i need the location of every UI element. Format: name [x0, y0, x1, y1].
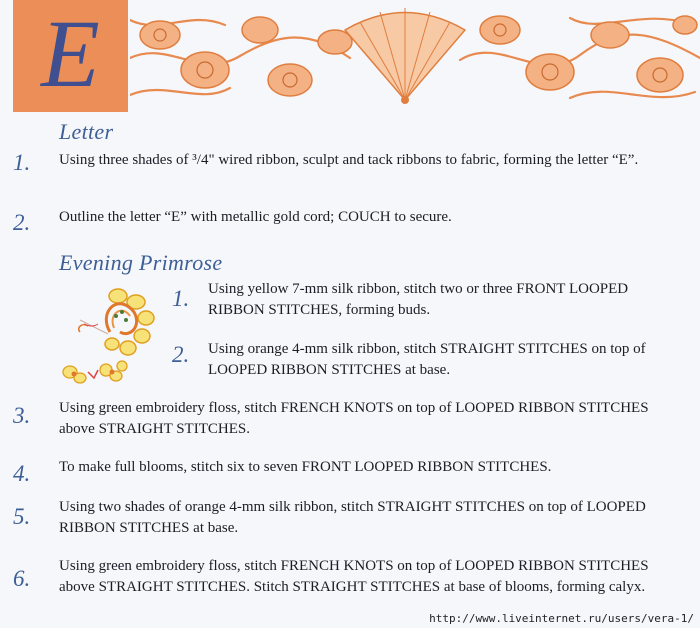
section-title-evening-primrose: Evening Primrose: [59, 250, 223, 275]
step-text: Using three shades of ³/4" wired ribbon, sculpt and tack ribbons to fabric, forming the letter “E”.: [59, 152, 639, 168]
step-number: 2.: [172, 342, 190, 367]
watermark-url: http://www.liveinternet.ru/users/vera-1/: [429, 612, 694, 625]
step-number: 5.: [13, 504, 31, 529]
step-number: 3.: [13, 403, 31, 428]
step-number: 1.: [13, 150, 31, 175]
chapter-letter-block: [13, 0, 128, 112]
step-number: 1.: [172, 286, 190, 311]
step-text: Using green embroidery floss, stitch FRENCH KNOTS on top of LOOPED RIBBON STITCHES above STRAIGHT STITCHES.: [59, 400, 649, 437]
floral-fan-border-illustration: [130, 0, 700, 115]
step-text: To make full blooms, stitch six to seven FRONT LOOPED RIBBON STITCHES.: [59, 459, 552, 475]
section-title-letter: Letter: [59, 119, 114, 144]
step-number: 4.: [13, 461, 31, 486]
primrose-stitch-illustration: [58, 282, 158, 390]
step-number: 2.: [13, 210, 31, 235]
step-text: Using two shades of orange 4-mm silk ribbon, stitch STRAIGHT STITCHES on top of LOOPED RIBBON STITCHES at base.: [59, 499, 646, 536]
step-text: Outline the letter “E” with metallic gold cord; COUCH to secure.: [59, 209, 452, 225]
chapter-letter: E: [41, 0, 100, 107]
step-text: Using green embroidery floss, stitch FRENCH KNOTS on top of LOOPED RIBBON STITCHES above STRAIGHT STITCHES. Stitch STRAIGHT STITCHES at base of blooms, forming calyx.: [59, 558, 649, 595]
step-text: Using yellow 7-mm silk ribbon, stitch two or three FRONT LOOPED RIBBON STITCHES, forming buds.: [208, 281, 629, 318]
step-text: Using orange 4-mm silk ribbon, stitch STRAIGHT STITCHES on top of LOOPED RIBBON STITCHES at base.: [208, 341, 646, 378]
step-number: 6.: [13, 566, 31, 591]
page-header: [0, 0, 700, 118]
